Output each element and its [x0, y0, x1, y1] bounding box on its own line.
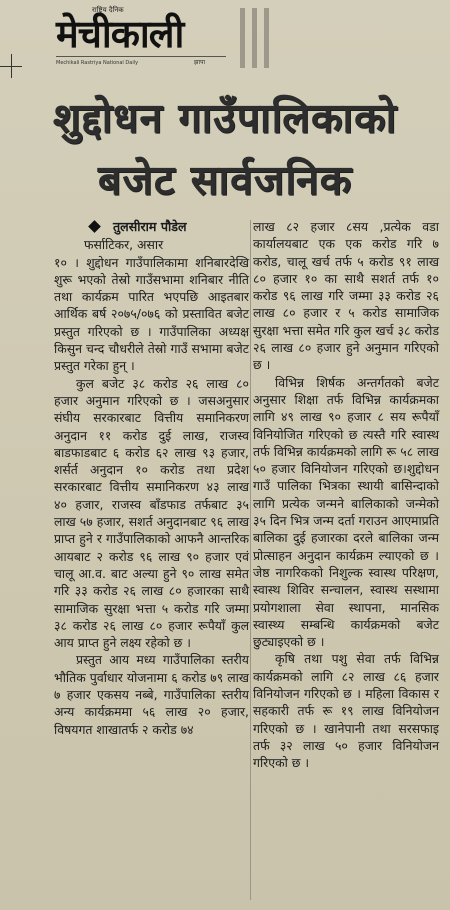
headline-line-2: बजेट सार्वजनिक	[97, 156, 353, 204]
diamond-bullet-icon	[88, 220, 101, 233]
masthead-title: मेचीकाली	[56, 12, 184, 56]
article-column-left	[54, 218, 249, 738]
registration-mark-vertical	[11, 54, 12, 78]
byline-author: तुलसीराम पौडेल	[113, 219, 187, 234]
decorative-stripe	[264, 8, 269, 68]
article-column-right	[253, 218, 439, 772]
decorative-stripe	[240, 8, 245, 68]
byline	[54, 218, 249, 235]
article-paragraph: १० । शुद्दोधन गाउँपालिकामा शनिबारदेखि शुरू भएको तेस्रो गाउँसभामा शनिबार नीति तथा कार्यक्रम पारित भएपछि आइतबार आर्थिक बर्ष २०७५/०७६ को प्रस्तावित बजेट प्रस्तुत गरिएको छ । गाउँपालिका अध्यक्ष किसुन चन्द चौधरीले तेस्रो गाउँ सभामा बजेट प्रस्तुत गरेका हुन् ।	[54, 254, 249, 374]
masthead	[56, 6, 226, 68]
article-paragraph: कृषि तथा पशु सेवा तर्फ विभिन्न कार्यक्रमको लागि ८२ लाख ८६ हजार विनियोजन गरिएको छ । महिला विकास र सहकारी तर्फ रू १९ लाख विनियोजन गरिएको छ । खानेपानी तथा सरसफाइ तर्फ ३२ लाख ५० हजार विनियोजन गरिएको छ ।	[253, 651, 439, 771]
masthead-tagline: राष्ट्रिय दैनिक	[92, 6, 124, 14]
masthead-rule	[56, 56, 226, 57]
article-paragraph: प्रस्तुत आय मध्य गाउँपालिका स्तरीय भौतिक पुर्वाधार योजनामा ६ करोड ७९ लाख ७ हजार एकसय नब्बे, गाउँपालिका स्तरीय अन्य कार्यक्रममा ५६ लाख २० हजार, विषयगत शाखातर्फ २ करोड ७४	[54, 652, 249, 737]
masthead-location: झापा	[194, 59, 206, 66]
article-paragraph: विभिन्न शिर्षक अन्तर्गतको बजेट अनुसार शिक्षा तर्फ विभिन्न कार्यक्रमका लागि ४९ लाख ९० हजार ८ सय रूपैयाँ विनियोजित गरिएको छ त्यस्तै गरि स्वास्थ तर्फ विभिन्न कार्यक्रमको लागि रू ५८ लाख ५० हजार विनियोजन गरिएको छ।शुद्दोधन गाउँ पालिका भित्रका स्थायी बासिन्दाको लागि प्रत्येक जन्मने बालिकाको जन्मेको ३५ दिन भित्र जन्म दर्ता गराउन आएमाप्रति बालिका दुई हजारका दरले बालिका जन्म प्रोत्साहन अनुदान कार्यक्रम ल्याएको छ । जेष्ठ नागरिकको निशुल्क स्वास्थ परिक्षण, स्वास्थ शिविर सन्चालन, स्वास्थ सस्थामा प्रयोगशाला सेवा स्थापना, मानसिक स्वास्थ्य सम्बन्धि कार्यक्रमको बजेट छुट्याइएको छ ।	[253, 374, 439, 650]
article-paragraph: कुल बजेट ३८ करोड २६ लाख ८० हजार अनुमान गरिएको छ । जसअनुसार संघीय सरकारबाट वित्तीय समानिकरण अनुदान ११ करोड दुई लाख, राजस्व बाडफाडबाट ६ करोड ६२ लाख ९३ हजार, शर्सर्त अनुदान १० करोड तथा प्रदेश सरकारबाट वित्तीय समानिकरण ४३ लाख ४० हजार, राजस्व बाँडफाड तर्फबाट ३५ लाख ५७ हजार, सशर्त अनुदानबाट ९६ लाख प्राप्त हुने र गाउँपालिकाको आफनै आन्तरिक आयबाट २ करोड ९६ लाख ९० हजार एवं चालू आ.व. बाट अल्या हुने ९० लाख समेत गरि ३३ करोड २६ लाख ८० हजारका साथै सामाजिक सुरक्षा भत्ता ५ करोड गरि जम्मा ३८ करोड २६ लाख ८० हजार रूपैयाँ कुल आय प्राप्त हुने लक्ष्य रहेको छ ।	[54, 375, 249, 651]
article-paragraph: लाख ८२ हजार ८सय ,प्रत्येक वडा कार्यालयबाट एक एक करोड गरि ७ करोड, चालू खर्च तर्फ ५ करोड ९१ लाख ८० हजार १० का साथै सशर्त तर्फ १० करोड ९६ लाख गरि जम्मा ३३ करोड २६ लाख ८० हजार र ५ करोड सामाजिक सुरक्षा भत्ता समेत गरि कुल खर्च ३८ करोड २६ लाख ८० हजार हुने अनुमान गरिएको छ ।	[253, 219, 439, 373]
decorative-stripe	[252, 8, 257, 68]
column-divider	[250, 220, 251, 900]
headline-line-1: शुद्दोधन गाउँपालिकाको	[52, 94, 398, 142]
dateline: फर्साटिकर, असार	[84, 237, 164, 253]
masthead-subtitle: Mechikali Rastriya National Daily	[56, 60, 139, 66]
